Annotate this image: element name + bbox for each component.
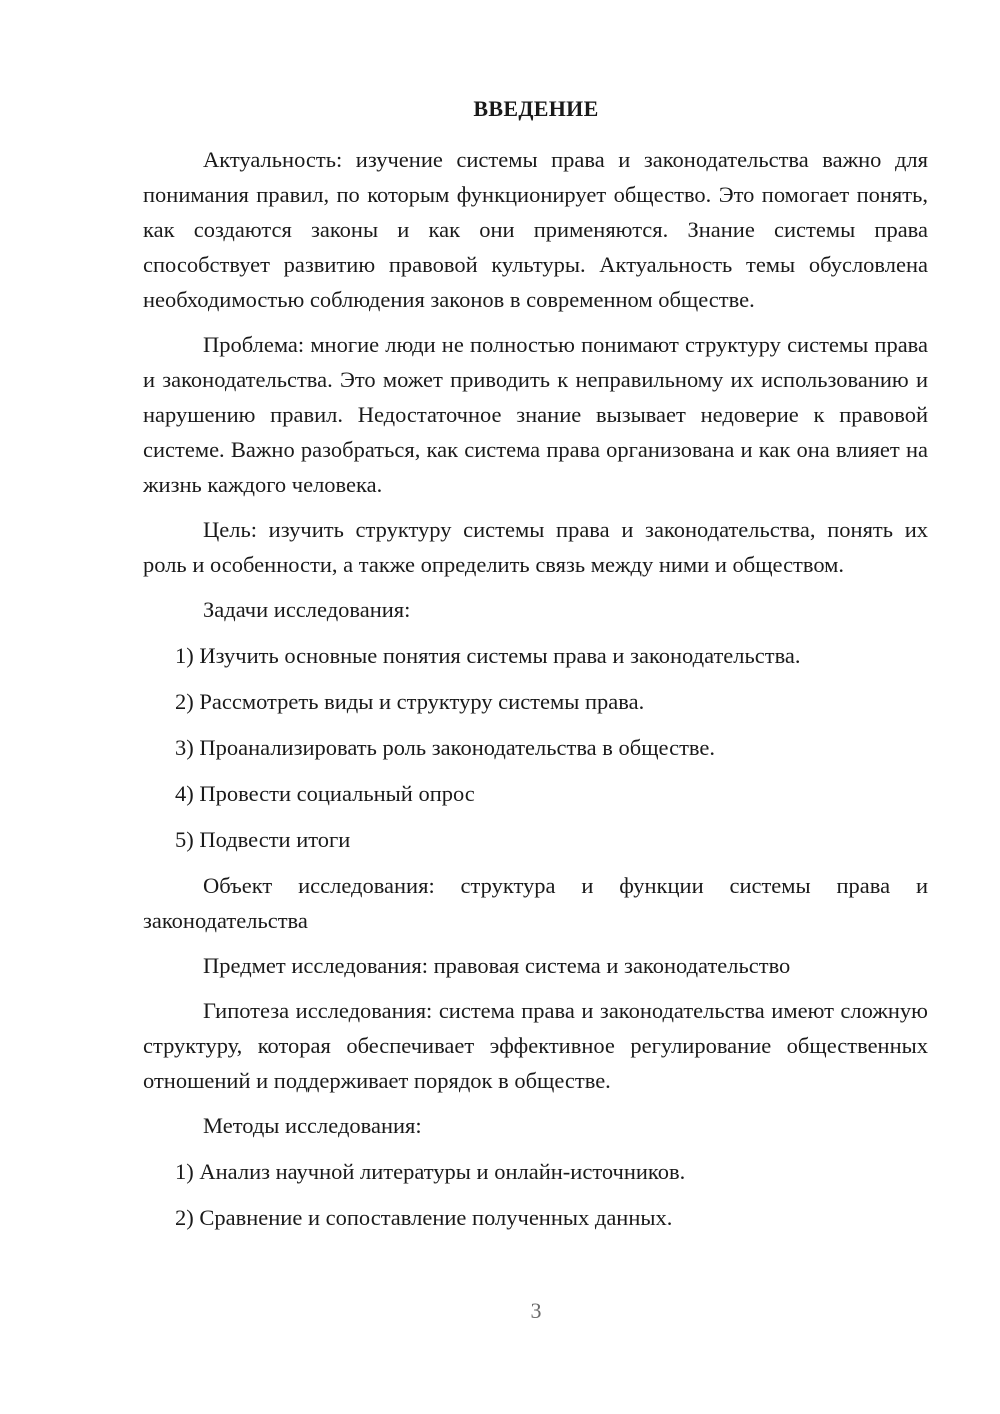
document-body: [143, 142, 928, 1246]
task-item: 1) Изучить основные понятия системы права и законодательства.: [175, 643, 801, 668]
relevance-paragraph: Актуальность: изучение системы права и законодательства важно для понимания правил, по которым функционирует общество. Это помогает понять, как создаются законы и как они применяются. Знание системы права способствует развитию правовой культуры. Актуальность темы обусловлена необходимостью соблюдения законов в современном обществе.: [143, 147, 928, 312]
goal-paragraph: Цель: изучить структуру системы права и законодательства, понять их роль и особенности, а также определить связь между ними и обществом.: [143, 517, 928, 577]
page-number: 3: [530, 1298, 542, 1323]
task-item: 4) Провести социальный опрос: [175, 781, 475, 806]
hypothesis-paragraph: Гипотеза исследования: система права и законодательства имеют сложную структуру, которая обеспечивает эффективное регулирование общественных отношений и поддерживает порядок в обществе.: [143, 998, 928, 1093]
object-paragraph: Объект исследования: структура и функции системы права и законодательства: [143, 873, 928, 933]
methods-heading: Методы исследования:: [203, 1113, 422, 1138]
problem-paragraph: Проблема: многие люди не полностью понимают структуру системы права и законодательства. Это может приводить к неправильному их использованию и нарушению правил. Недостаточное знание вызывает недоверие к правовой системе. Важно разобраться, как система права организована и как она влияет на жизнь каждого человека.: [143, 332, 928, 497]
page-title: ВВЕДЕНИЕ: [473, 96, 599, 121]
task-item: 3) Проанализировать роль законодательства в обществе.: [175, 735, 716, 760]
task-item: 2) Рассмотреть виды и структуру системы права.: [175, 689, 645, 714]
task-item: 5) Подвести итоги: [175, 827, 351, 852]
subject-paragraph: Предмет исследования: правовая система и законодательство: [203, 953, 791, 978]
method-item: 1) Анализ научной литературы и онлайн-источников.: [175, 1159, 686, 1184]
tasks-heading: Задачи исследования:: [203, 597, 411, 622]
method-item: 2) Сравнение и сопоставление полученных данных.: [175, 1205, 673, 1230]
